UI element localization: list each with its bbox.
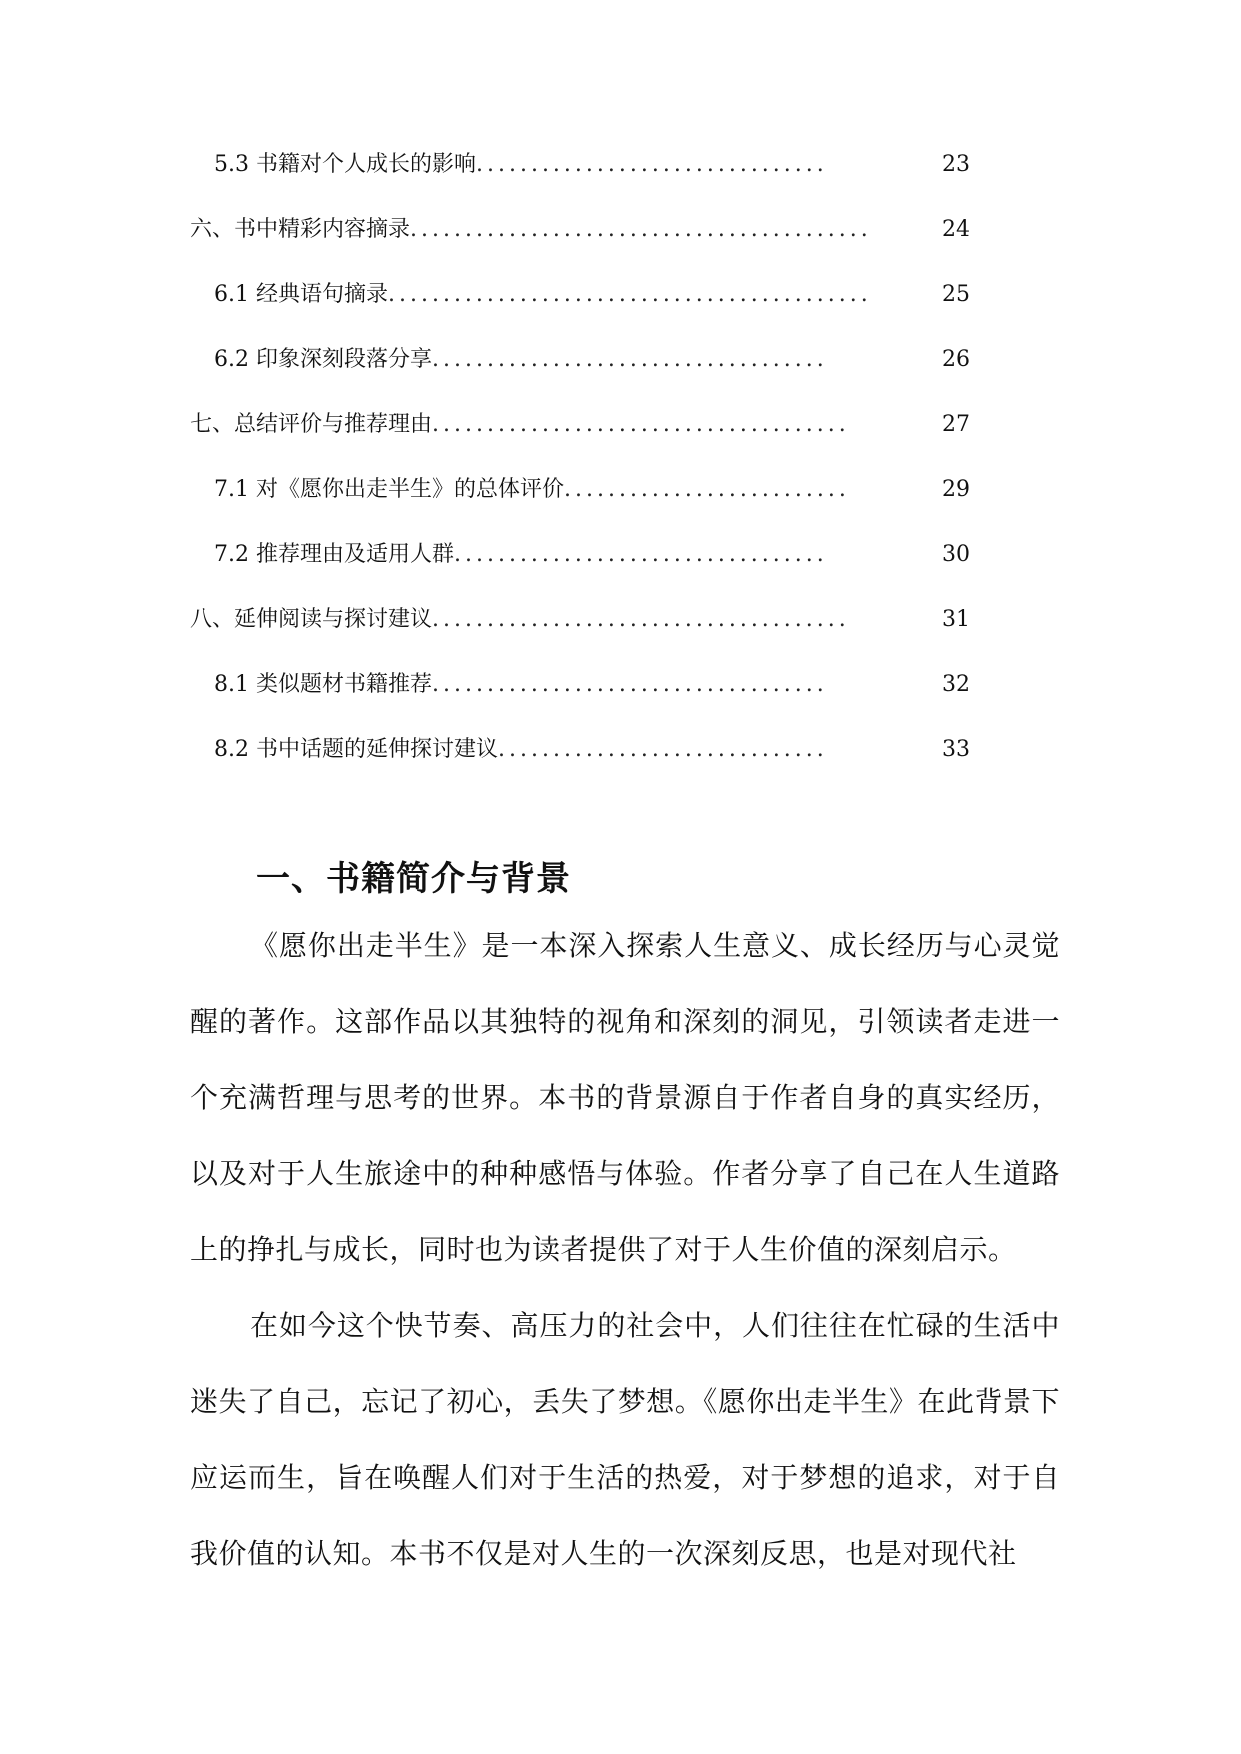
- toc-page-number: 27: [942, 412, 970, 437]
- toc-entry[interactable]: [190, 535, 970, 600]
- toc-entry-title: 6.2 印象深刻段落分享: [214, 347, 432, 372]
- toc-page-number: 32: [942, 672, 970, 697]
- toc-entry-title: 8.1 类似题材书籍推荐: [214, 672, 432, 697]
- toc-entry-title: 8.2 书中话题的延伸探讨建议: [214, 737, 498, 762]
- toc-entry-title: 7.1 对《愿你出走半生》的总体评价: [214, 477, 564, 502]
- toc-leader-dots: ......................................: [432, 607, 850, 632]
- toc-entry-title: 六、书中精彩内容摘录: [190, 217, 411, 242]
- toc-entry-title: 七、总结评价与推荐理由: [190, 412, 433, 437]
- toc-page-number: 23: [942, 152, 970, 177]
- toc-page-number: 31: [942, 607, 970, 632]
- toc-entry[interactable]: [190, 210, 970, 275]
- body-paragraph: 《愿你出走半生》是一本深入探索人生意义、成长经历与心灵觉醒的著作。这部作品以其独特的视角和深刻的洞见，引领读者走进一个充满哲理与思考的世界。本书的背景源自于作者自身的真实经历，以及对于人生旅途中的种种感悟与体验。作者分享了自己在人生道路上的挣扎与成长，同时也为读者提供了对于人生价值的深刻启示。: [190, 929, 1060, 1266]
- toc-page-number: 26: [942, 347, 970, 372]
- toc-entry[interactable]: [190, 405, 970, 470]
- toc-entry[interactable]: [190, 600, 970, 665]
- toc-leader-dots: ..........................................: [410, 217, 872, 242]
- toc-entry-title: 5.3 书籍对个人成长的影响: [214, 152, 476, 177]
- toc-page-number: 30: [942, 542, 970, 567]
- toc-entry[interactable]: [190, 665, 970, 730]
- toc-leader-dots: ................................: [475, 152, 828, 177]
- toc-entry-title: 八、延伸阅读与探讨建议: [190, 607, 433, 632]
- toc-page-number: 29: [942, 477, 970, 502]
- toc-leader-dots: ....................................: [431, 347, 828, 372]
- toc-page-number: 24: [942, 217, 970, 242]
- toc-entry[interactable]: [190, 470, 970, 535]
- toc-page-number: 33: [942, 737, 970, 762]
- toc-leader-dots: ............................................: [387, 282, 872, 307]
- toc-leader-dots: ..............................: [497, 737, 828, 762]
- body-paragraph: 在如今这个快节奏、高压力的社会中，人们往往在忙碌的生活中迷失了自己，忘记了初心，丢失了梦想。《愿你出走半生》在此背景下应运而生，旨在唤醒人们对于生活的热爱，对于梦想的追求，对于自我价值的认知。本书不仅是对人生的一次深刻反思，也是对现代社: [190, 1309, 1060, 1570]
- toc-entry-title: 7.2 推荐理由及适用人群: [214, 542, 454, 567]
- toc-leader-dots: ......................................: [432, 412, 850, 437]
- toc-leader-dots: ....................................: [431, 672, 828, 697]
- toc-leader-dots: ..................................: [453, 542, 828, 567]
- table-of-contents: [190, 145, 970, 795]
- toc-page-number: 25: [942, 282, 970, 307]
- toc-entry[interactable]: [190, 145, 970, 210]
- toc-leader-dots: ..........................: [563, 477, 850, 502]
- toc-entry[interactable]: [190, 730, 970, 795]
- toc-entry-title: 6.1 经典语句摘录: [214, 282, 388, 307]
- section-body: [190, 908, 1060, 1592]
- toc-entry[interactable]: [190, 340, 970, 405]
- toc-entry[interactable]: [190, 275, 970, 340]
- section-heading: 一、书籍简介与背景: [256, 858, 571, 899]
